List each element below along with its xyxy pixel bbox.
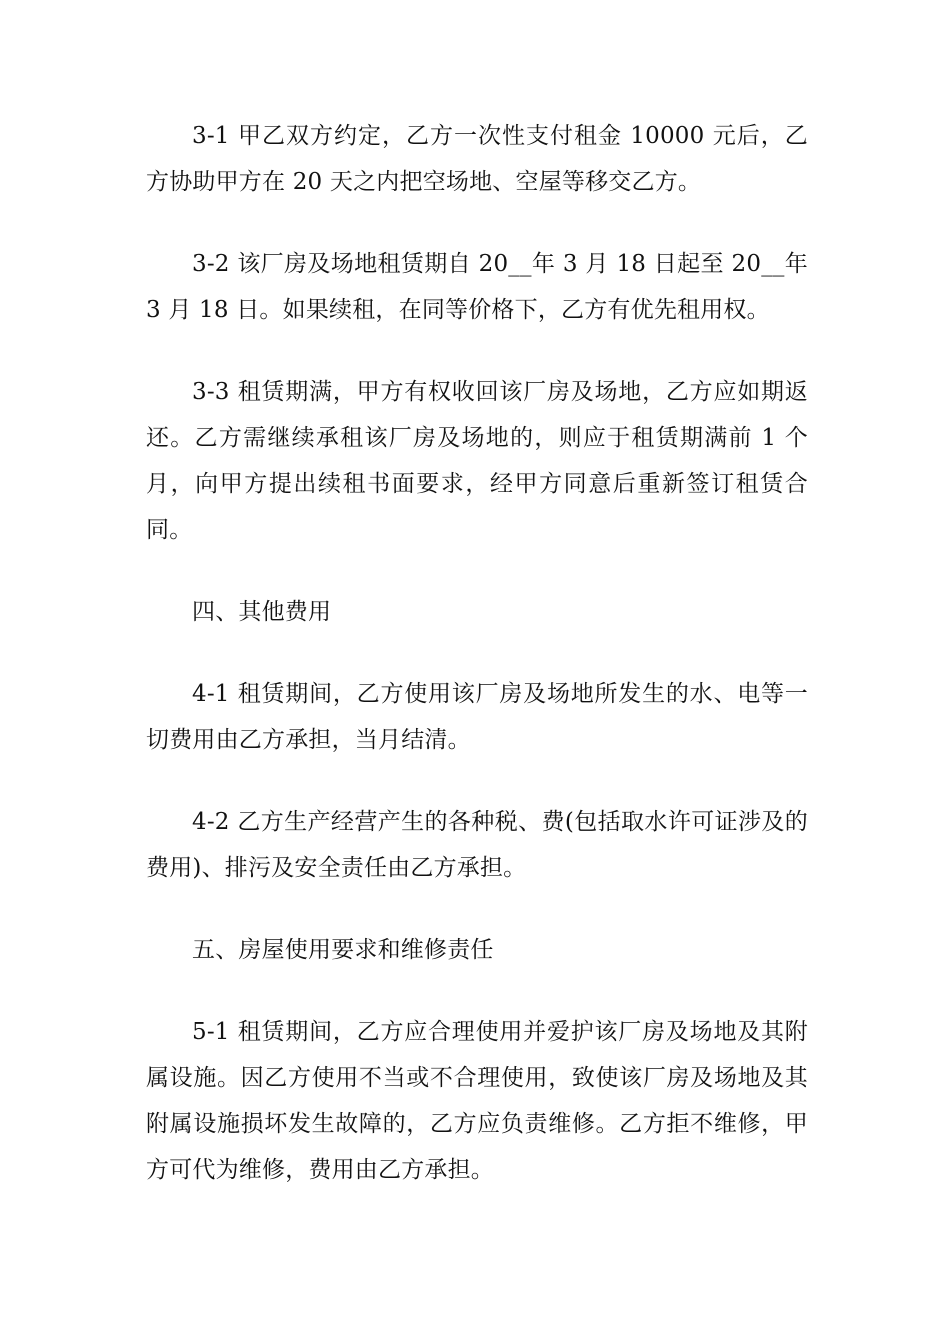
document-body (146, 113, 808, 1229)
section-heading-usage-maintenance: 五、房屋使用要求和维修责任 (192, 937, 494, 963)
section-heading-other-fees: 四、其他费用 (192, 599, 332, 625)
clause-3-2: 3-2 该厂房及场地租赁期自 20__年 3 月 18 日起至 20__年 3 月 18 日。如果续租，在同等价格下，乙方有优先租用权。 (146, 251, 808, 323)
clause-3-1: 3-1 甲乙双方约定，乙方一次性支付租金 10000 元后，乙方协助甲方在 20 天之内把空场地、空屋等移交乙方。 (146, 123, 808, 195)
clause-4-2: 4-2 乙方生产经营产生的各种税、费(包括取水许可证涉及的费用)、排污及安全责任由乙方承担。 (146, 809, 808, 881)
clause-3-3: 3-3 租赁期满，甲方有权收回该厂房及场地，乙方应如期返还。乙方需继续承租该厂房及场地的，则应于租赁期满前 1 个月，向甲方提出续租书面要求，经甲方同意后重新签订租赁合同。 (146, 379, 808, 543)
clause-4-1: 4-1 租赁期间，乙方使用该厂房及场地所发生的水、电等一切费用由乙方承担，当月结清。 (146, 681, 808, 753)
clause-5-1: 5-1 租赁期间，乙方应合理使用并爱护该厂房及场地及其附属设施。因乙方使用不当或不合理使用，致使该厂房及场地及其附属设施损坏发生故障的，乙方应负责维修。乙方拒不维修，甲方可代为维修，费用由乙方承担。 (146, 1019, 808, 1183)
